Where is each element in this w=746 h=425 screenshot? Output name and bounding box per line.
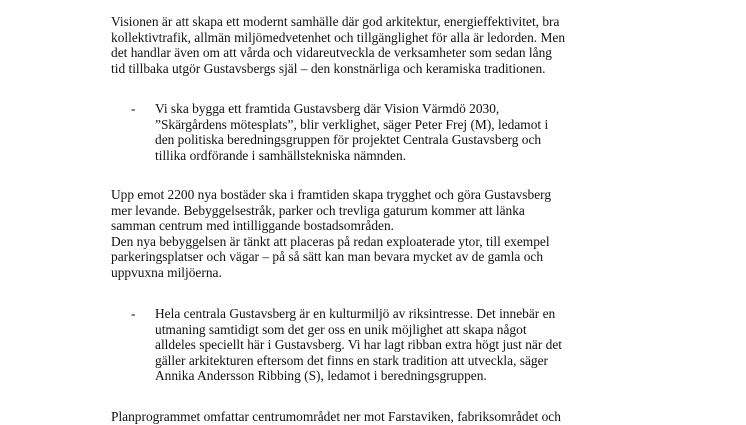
text-line: ”Skärgårdens mötesplats”, blir verklighet, säger Peter Frej (M), ledamot i [155, 116, 549, 132]
text-line: tid tillbaka utgör Gustavsbergs själ – den konstnärliga och keramiska traditionen. [111, 60, 546, 76]
text-line: Visionen är att skapa ett modernt samhälle där god arkitektur, energieffektivitet, bra [111, 14, 560, 29]
paragraph-housing [111, 187, 631, 281]
quote-text [155, 306, 625, 384]
bullet-dash: - [131, 306, 136, 321]
quote-text [155, 101, 625, 163]
text-line: kollektivtrafik, allmän miljömedvetenhet och tillgänglighet för alla är ledorden. Men [111, 29, 566, 45]
text-line: uppvuxna miljöerna. [111, 264, 222, 280]
text-line: Upp emot 2200 nya bostäder ska i framtiden skapa trygghet och göra Gustavsberg [111, 187, 552, 202]
text-line: Planprogrammet omfattar centrumområdet ner mot Farstaviken, fabriksområdet och [111, 409, 561, 424]
text-line: Vi ska bygga ett framtida Gustavsberg där Vision Värmdö 2030, [155, 101, 500, 116]
text-line: mer levande. Bebyggelsestråk, parker och trevliga gaturum kommer att länka [111, 202, 525, 218]
text-line: parkeringsplatser och vägar – på så sätt kan man bevara mycket av de gamla och [111, 249, 544, 265]
text-line: alldeles speciellt här i Gustavsberg. Vi har lagt ribban extra högt just när det [155, 337, 563, 353]
text-line: gäller arkitekturen eftersom det finns en stark tradition att utveckla, säger [155, 352, 549, 368]
text-line: tillika ordförande i samhällstekniska nämnden. [155, 147, 407, 163]
quote-peter-frej [131, 101, 631, 165]
text-line: Annika Andersson Ribbing (S), ledamot i beredningsgruppen. [155, 368, 487, 384]
text-line: Hela centrala Gustavsberg är en kulturmiljö av riksintresse. Det innebär en [155, 306, 556, 321]
text-line: samman centrum med intilliggande bostadsområden. [111, 218, 394, 234]
text-line: utmaning samtidigt som det ger oss en unik möjlighet att skapa något [155, 321, 527, 337]
text-line: den politiska beredningsgruppen för projektet Centrala Gustavsberg och [155, 132, 542, 148]
paragraph-vision [111, 14, 631, 76]
text-line: Den nya bebyggelsen är tänkt att placeras på redan exploaterade ytor, till exempel [111, 233, 550, 249]
text-line: det handlar även om att vårda och vidareutveckla de verksamheter som sedan lång [111, 45, 552, 61]
quote-annika-andersson-ribbing [131, 306, 631, 386]
bullet-dash: - [131, 101, 136, 116]
paragraph-planprogram [111, 409, 631, 425]
